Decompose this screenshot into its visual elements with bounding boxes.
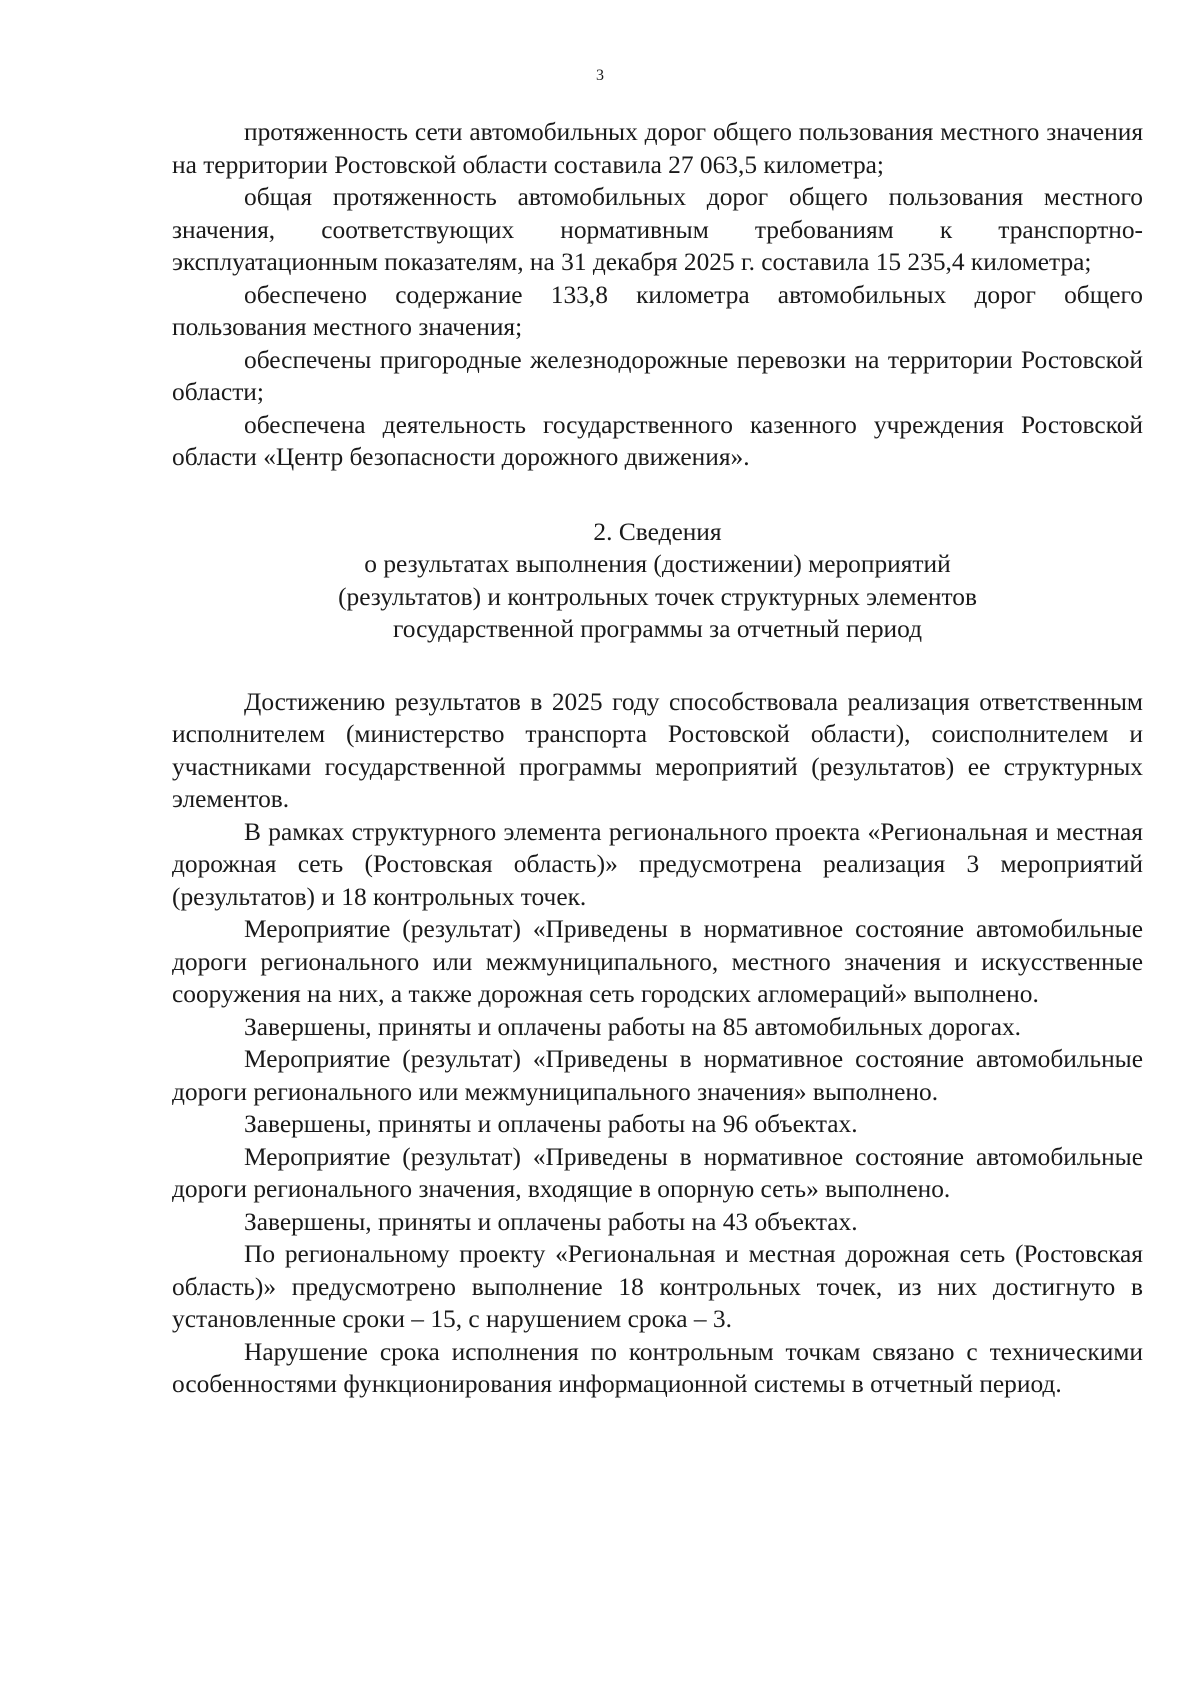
paragraph-activity-1-result: Завершены, приняты и оплачены работы на 85 автомобильных дорогах. xyxy=(244,1012,1022,1041)
document-body xyxy=(172,116,1143,1401)
section-heading-line-4: государственной программы за отчетный период xyxy=(392,615,923,643)
page-number: 3 xyxy=(596,67,604,84)
paragraph-road-network-length: протяженность сети автомобильных дорог общего пользования местного значения на территории Ростовской области составила 27 063,5 километра; xyxy=(172,118,1143,179)
paragraph-traffic-safety-center: обеспечена деятельность государственного казенного учреждения Ростовской области «Центр безопасности дорожного движения». xyxy=(172,410,1143,471)
paragraph-normative-roads-length: общая протяженность автомобильных дорог общего пользования местного значения, соответствующих нормативным требованиям к транспортно-эксплуатационным показателям, на 31 декабря 2025 г. составила 15 235,4 километра; xyxy=(172,183,1143,276)
section-heading-line-2: о результатах выполнения (достижении) мероприятий xyxy=(364,550,951,578)
paragraph-deadline-violation: Нарушение срока исполнения по контрольным точкам связано с техническими особенностями функционирования информационной системы в отчетный период. xyxy=(172,1337,1143,1398)
paragraph-activity-3: Мероприятие (результат) «Приведены в нормативное состояние автомобильные дороги регионального значения, входящие в опорную сеть» выполнено. xyxy=(172,1142,1143,1203)
paragraph-activity-2-result: Завершены, приняты и оплачены работы на 96 объектах. xyxy=(244,1110,858,1138)
paragraph-suburban-rail: обеспечены пригородные железнодорожные перевозки на территории Ростовской области; xyxy=(172,345,1143,406)
paragraph-activity-3-result: Завершены, приняты и оплачены работы на 43 объектах. xyxy=(244,1207,858,1236)
paragraph-control-points: По региональному проекту «Региональная и местная дорожная сеть (Ростовская область)» предусмотрено выполнение 18 контрольных точек, из них достигнуто в установленные сроки – 15, с нарушением срока – 3. xyxy=(172,1240,1143,1333)
paragraph-activity-1: Мероприятие (результат) «Приведены в нормативное состояние автомобильные дороги регионального или межмуниципального, местного значения и искусственные сооружения на них, а также дорожная сеть городских агломераций» выполнено. xyxy=(172,915,1143,1008)
paragraph-activity-2: Мероприятие (результат) «Приведены в нормативное состояние автомобильные дороги регионального или межмуниципального значения» выполнено. xyxy=(172,1045,1143,1106)
paragraph-road-maintenance: обеспечено содержание 133,8 километра автомобильных дорог общего пользования местного значения; xyxy=(172,280,1143,341)
section-heading xyxy=(172,516,1143,646)
section-heading-line-1: 2. Сведения xyxy=(593,517,722,546)
section-heading-line-3: (результатов) и контрольных точек структурных элементов xyxy=(338,582,977,611)
paragraph-regional-project-scope: В рамках структурного элемента регионального проекта «Региональная и местная дорожная сеть (Ростовская область)» предусмотрена реализация 3 мероприятий (результатов) и 18 контрольных точек. xyxy=(172,817,1143,911)
paragraph-achievement-2025: Достижению результатов в 2025 году способствовала реализация ответственным исполнителем (министерство транспорта Ростовской области), соисполнителем и участниками государственной программы мероприятий (результатов) ее структурных элементов. xyxy=(172,687,1143,813)
